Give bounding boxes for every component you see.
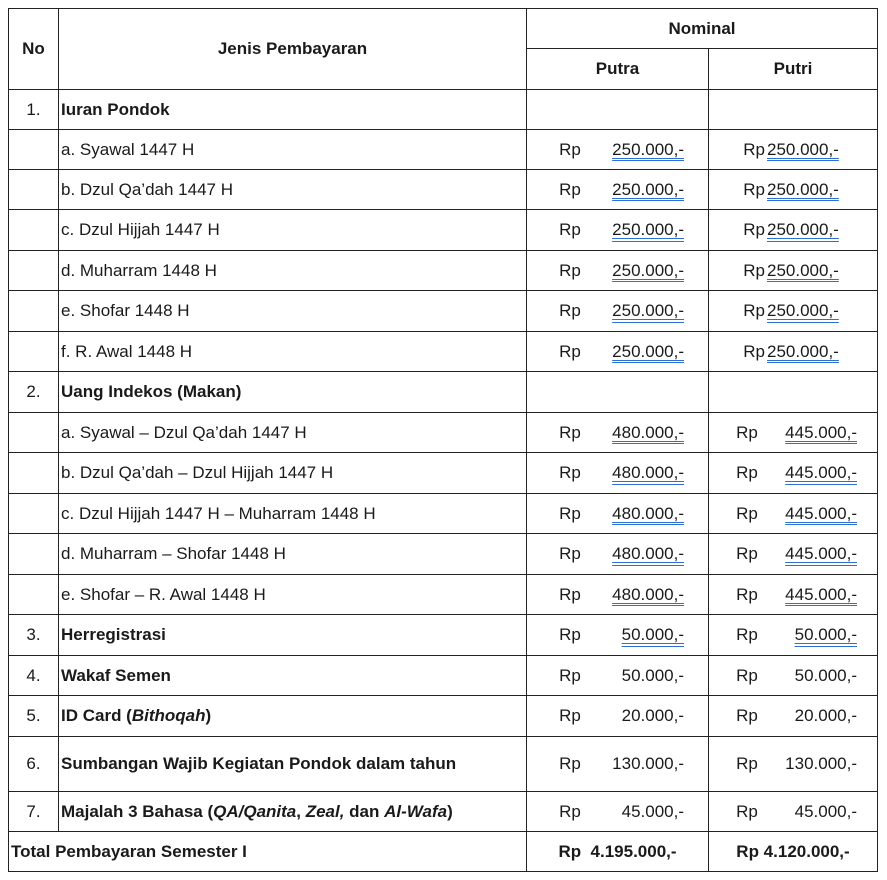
amount-value: 50.000,- xyxy=(794,665,857,685)
total-row xyxy=(9,832,878,872)
row-number xyxy=(9,413,59,453)
putra-amount xyxy=(527,210,709,251)
putri-amount xyxy=(709,210,878,251)
putri-amount xyxy=(709,656,878,696)
putra-amount xyxy=(527,737,709,792)
item-name-sep: dan xyxy=(344,801,385,821)
currency-label: Rp xyxy=(743,179,765,199)
amount-value: 250.000,- xyxy=(612,220,684,239)
amount-value: 250.000,- xyxy=(612,139,684,159)
putri-amount xyxy=(709,575,878,615)
item-name xyxy=(59,792,527,832)
putri-amount xyxy=(709,291,878,332)
item-name-end: ) xyxy=(205,706,212,725)
currency-label: Rp xyxy=(736,625,758,644)
row-number xyxy=(9,170,59,210)
table-row xyxy=(9,372,878,413)
table-row xyxy=(9,792,878,832)
putra-amount xyxy=(527,332,709,372)
amount-value: 130.000,- xyxy=(785,754,857,773)
putri-amount xyxy=(709,615,878,656)
table-row xyxy=(9,251,878,291)
item-name: f. R. Awal 1448 H xyxy=(59,332,527,372)
putra-amount xyxy=(527,251,709,291)
item-name: e. Shofar – R. Awal 1448 H xyxy=(59,575,527,615)
putri-amount xyxy=(709,737,878,792)
item-name: c. Dzul Hijjah 1447 H xyxy=(59,210,527,251)
amount-value: 250.000,- xyxy=(767,301,839,320)
item-name: b. Dzul Qa’dah 1447 H xyxy=(59,170,527,210)
amount-value: 250.000,- xyxy=(767,260,839,280)
row-number: 6. xyxy=(9,737,59,792)
item-name-text: Sumbangan Wajib Kegiatan Pondok dalam tahun xyxy=(61,754,457,773)
putra-amount xyxy=(527,453,709,494)
currency-label: Rp xyxy=(559,801,581,821)
table-row xyxy=(9,656,878,696)
amount-value: 480.000,- xyxy=(612,584,684,604)
section-title: Uang Indekos (Makan) xyxy=(59,372,527,413)
total-label: Total Pembayaran Semester I xyxy=(9,832,527,872)
currency-label: Rp xyxy=(559,584,581,604)
row-number xyxy=(9,251,59,291)
header-putra: Putra xyxy=(527,49,709,90)
amount-value: 445.000,- xyxy=(785,503,857,523)
currency-label: Rp xyxy=(559,503,581,523)
item-name: Herregistrasi xyxy=(59,615,527,656)
currency-label: Rp xyxy=(743,220,765,239)
row-number xyxy=(9,534,59,575)
item-name: d. Muharram – Shofar 1448 H xyxy=(59,534,527,575)
item-name-italic: Zeal, xyxy=(305,801,345,821)
table-row xyxy=(9,453,878,494)
amount-value: 45.000,- xyxy=(794,801,857,821)
total-putri: Rp 4.120.000,- xyxy=(709,832,878,872)
table-row xyxy=(9,413,878,453)
table-row xyxy=(9,210,878,251)
amount-value: 250.000,- xyxy=(612,179,684,199)
currency-label: Rp xyxy=(736,463,758,482)
item-name: b. Dzul Qa’dah – Dzul Hijjah 1447 H xyxy=(59,453,527,494)
currency-label: Rp xyxy=(559,260,581,280)
putri-amount xyxy=(709,332,878,372)
currency-label: Rp xyxy=(559,625,581,644)
putra-cell xyxy=(527,372,709,413)
amount-value: 250.000,- xyxy=(612,341,684,361)
currency-label: Rp xyxy=(736,503,758,523)
putri-amount xyxy=(709,170,878,210)
currency-label: Rp xyxy=(559,220,581,239)
amount-value: 445.000,- xyxy=(785,463,857,482)
header-row xyxy=(9,9,878,49)
putri-amount xyxy=(709,792,878,832)
putri-cell xyxy=(709,372,878,413)
item-name-text: Majalah 3 Bahasa ( xyxy=(61,801,214,821)
amount-value: 20.000,- xyxy=(794,706,857,725)
table-row xyxy=(9,130,878,170)
item-name: a. Syawal – Dzul Qa’dah 1447 H xyxy=(59,413,527,453)
putri-amount xyxy=(709,130,878,170)
row-number: 1. xyxy=(9,90,59,130)
item-name: a. Syawal 1447 H xyxy=(59,130,527,170)
item-name: e. Shofar 1448 H xyxy=(59,291,527,332)
table-row xyxy=(9,737,878,792)
amount-value: 50.000,- xyxy=(621,665,684,685)
amount-value: 250.000,- xyxy=(767,139,839,159)
item-name-italic: QA/Qanita xyxy=(213,801,297,821)
amount-value: 480.000,- xyxy=(612,422,684,442)
table-row xyxy=(9,291,878,332)
amount-value: 250.000,- xyxy=(767,220,839,239)
putra-amount xyxy=(527,170,709,210)
amount-value: 250.000,- xyxy=(767,179,839,199)
row-number xyxy=(9,575,59,615)
table-row xyxy=(9,90,878,130)
amount-value: 445.000,- xyxy=(785,422,857,442)
amount-value: 45.000,- xyxy=(621,801,684,821)
amount-value: 480.000,- xyxy=(612,463,684,482)
putra-amount xyxy=(527,656,709,696)
currency-label: Rp xyxy=(743,301,765,320)
table-row xyxy=(9,615,878,656)
item-name-end: ) xyxy=(447,801,453,821)
putra-amount xyxy=(527,792,709,832)
section-title: Iuran Pondok xyxy=(59,90,527,130)
currency-label: Rp xyxy=(559,341,581,361)
currency-label: Rp xyxy=(743,341,765,361)
amount-value: 445.000,- xyxy=(785,544,857,563)
currency-label: Rp xyxy=(736,422,758,442)
table-row xyxy=(9,696,878,737)
row-number: 5. xyxy=(9,696,59,737)
item-name-italic: Al-Wafa xyxy=(384,801,448,821)
putra-amount xyxy=(527,130,709,170)
currency-label: Rp xyxy=(559,665,581,685)
amount-value: 50.000,- xyxy=(794,625,857,644)
row-number xyxy=(9,494,59,534)
item-name xyxy=(59,737,527,792)
amount-value: 250.000,- xyxy=(612,301,684,320)
currency-label: Rp xyxy=(559,422,581,442)
item-name-sep: , xyxy=(296,801,306,821)
currency-label: Rp xyxy=(736,665,758,685)
putri-amount xyxy=(709,696,878,737)
amount-value: 130.000,- xyxy=(612,754,684,773)
item-name-italic: Bithoqah xyxy=(131,706,206,725)
header-nominal: Nominal xyxy=(527,9,878,49)
amount-value: 250.000,- xyxy=(612,260,684,280)
currency-label: Rp xyxy=(736,706,758,725)
amount-value: 50.000,- xyxy=(621,625,684,644)
currency-label: Rp xyxy=(559,754,581,773)
putra-amount xyxy=(527,534,709,575)
putra-cell xyxy=(527,90,709,130)
putri-amount xyxy=(709,251,878,291)
row-number: 3. xyxy=(9,615,59,656)
row-number: 4. xyxy=(9,656,59,696)
currency-label: Rp xyxy=(559,544,581,563)
row-number xyxy=(9,332,59,372)
putra-amount xyxy=(527,291,709,332)
item-name xyxy=(59,696,527,737)
item-name-text: ID Card ( xyxy=(61,706,132,725)
putra-amount xyxy=(527,696,709,737)
item-name: c. Dzul Hijjah 1447 H – Muharram 1448 H xyxy=(59,494,527,534)
putri-amount xyxy=(709,494,878,534)
header-putri: Putri xyxy=(709,49,878,90)
amount-value: 445.000,- xyxy=(785,584,857,604)
putri-amount xyxy=(709,453,878,494)
amount-value: 480.000,- xyxy=(612,544,684,563)
row-number: 7. xyxy=(9,792,59,832)
currency-label: Rp xyxy=(559,706,581,725)
currency-label: Rp xyxy=(736,801,758,821)
table-row xyxy=(9,170,878,210)
putri-cell xyxy=(709,90,878,130)
amount-value: 250.000,- xyxy=(767,341,839,361)
item-name: Wakaf Semen xyxy=(59,656,527,696)
table-row xyxy=(9,332,878,372)
row-number: 2. xyxy=(9,372,59,413)
payment-table xyxy=(8,8,878,872)
table-row xyxy=(9,534,878,575)
row-number xyxy=(9,291,59,332)
row-number xyxy=(9,210,59,251)
table-row xyxy=(9,575,878,615)
currency-label: Rp xyxy=(743,139,765,159)
header-jenis-pembayaran: Jenis Pembayaran xyxy=(59,9,527,90)
item-name: d. Muharram 1448 H xyxy=(59,251,527,291)
currency-label: Rp xyxy=(559,301,581,320)
currency-label: Rp xyxy=(743,260,765,280)
currency-label: Rp xyxy=(736,584,758,604)
currency-label: Rp xyxy=(736,544,758,563)
putri-amount xyxy=(709,534,878,575)
amount-value: 480.000,- xyxy=(612,503,684,523)
putra-amount xyxy=(527,575,709,615)
row-number xyxy=(9,453,59,494)
currency-label: Rp xyxy=(559,463,581,482)
putri-amount xyxy=(709,413,878,453)
row-number xyxy=(9,130,59,170)
putra-amount xyxy=(527,615,709,656)
currency-label: Rp xyxy=(559,139,581,159)
header-no: No xyxy=(9,9,59,90)
amount-value: 20.000,- xyxy=(621,706,684,725)
currency-label: Rp xyxy=(736,754,758,773)
total-putra: Rp 4.195.000,- xyxy=(527,832,709,872)
putra-amount xyxy=(527,494,709,534)
putra-amount xyxy=(527,413,709,453)
table-row xyxy=(9,494,878,534)
currency-label: Rp xyxy=(559,179,581,199)
